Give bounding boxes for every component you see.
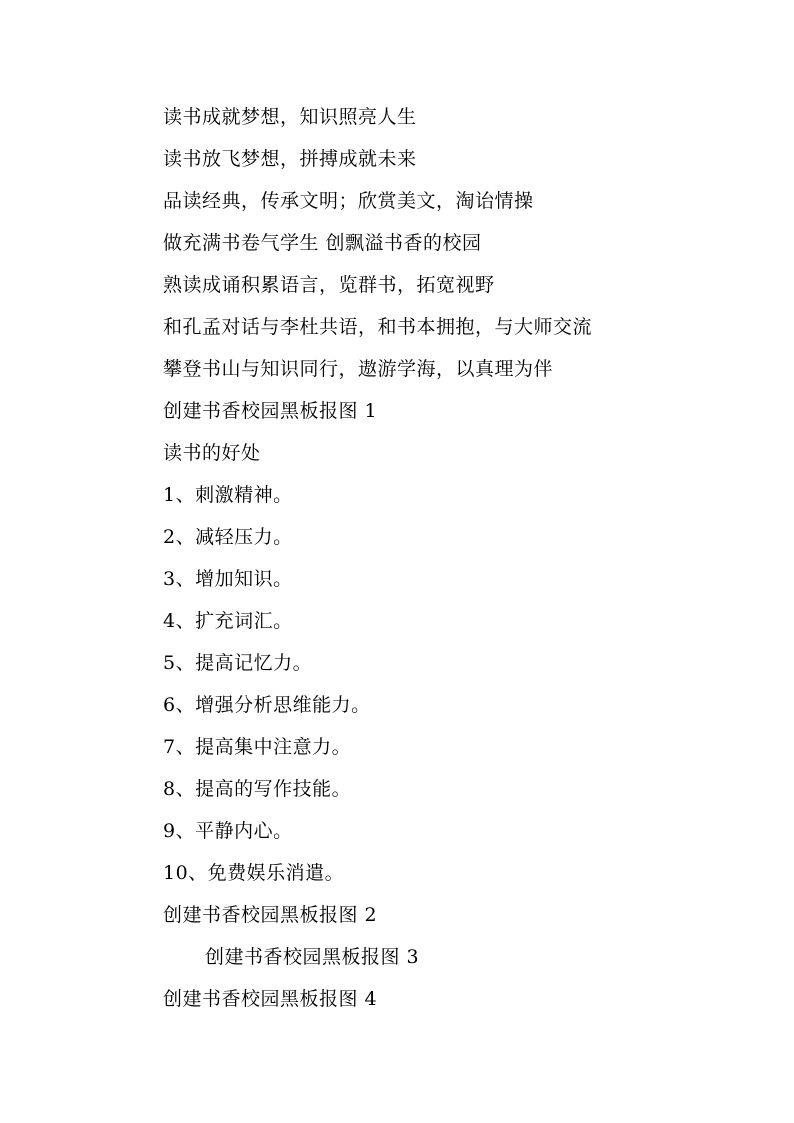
slogan-line: 和孔孟对话与李杜共语，和书本拥抱，与大师交流 (163, 316, 593, 338)
slogan-line: 读书成就梦想，知识照亮人生 (163, 106, 417, 128)
benefit-list-item: 6、增强分析思维能力。 (163, 694, 371, 716)
slogan-line: 读书放飞梦想，拼搏成就未来 (163, 148, 417, 170)
figure-caption: 创建书香校园黑板报图 3 (205, 946, 420, 968)
benefit-list-item: 9、平静内心。 (163, 820, 293, 842)
figure-caption: 创建书香校园黑板报图 4 (163, 988, 378, 1010)
figure-caption: 创建书香校园黑板报图 2 (163, 904, 378, 926)
slogan-line: 熟读成诵积累语言，览群书，拓宽视野 (163, 274, 495, 296)
section-heading: 读书的好处 (163, 442, 261, 464)
benefit-list-item: 7、提高集中注意力。 (163, 736, 352, 758)
benefit-list-item: 1、刺激精神。 (163, 484, 293, 506)
benefit-list-item: 8、提高的写作技能。 (163, 778, 352, 800)
figure-caption: 创建书香校园黑板报图 1 (163, 400, 378, 422)
slogan-line: 攀登书山与知识同行，遨游学海，以真理为伴 (163, 358, 554, 380)
benefit-list-item: 5、提高记忆力。 (163, 652, 313, 674)
benefit-list-item: 3、增加知识。 (163, 568, 293, 590)
benefit-list-item: 4、扩充词汇。 (163, 610, 293, 632)
slogan-line: 做充满书卷气学生 创飘溢书香的校园 (163, 232, 482, 254)
benefit-list-item: 2、减轻压力。 (163, 526, 293, 548)
benefit-list-item: 10、免费娱乐消遣。 (163, 862, 345, 884)
slogan-line: 品读经典，传承文明；欣赏美文，淘诒情操 (163, 190, 534, 212)
